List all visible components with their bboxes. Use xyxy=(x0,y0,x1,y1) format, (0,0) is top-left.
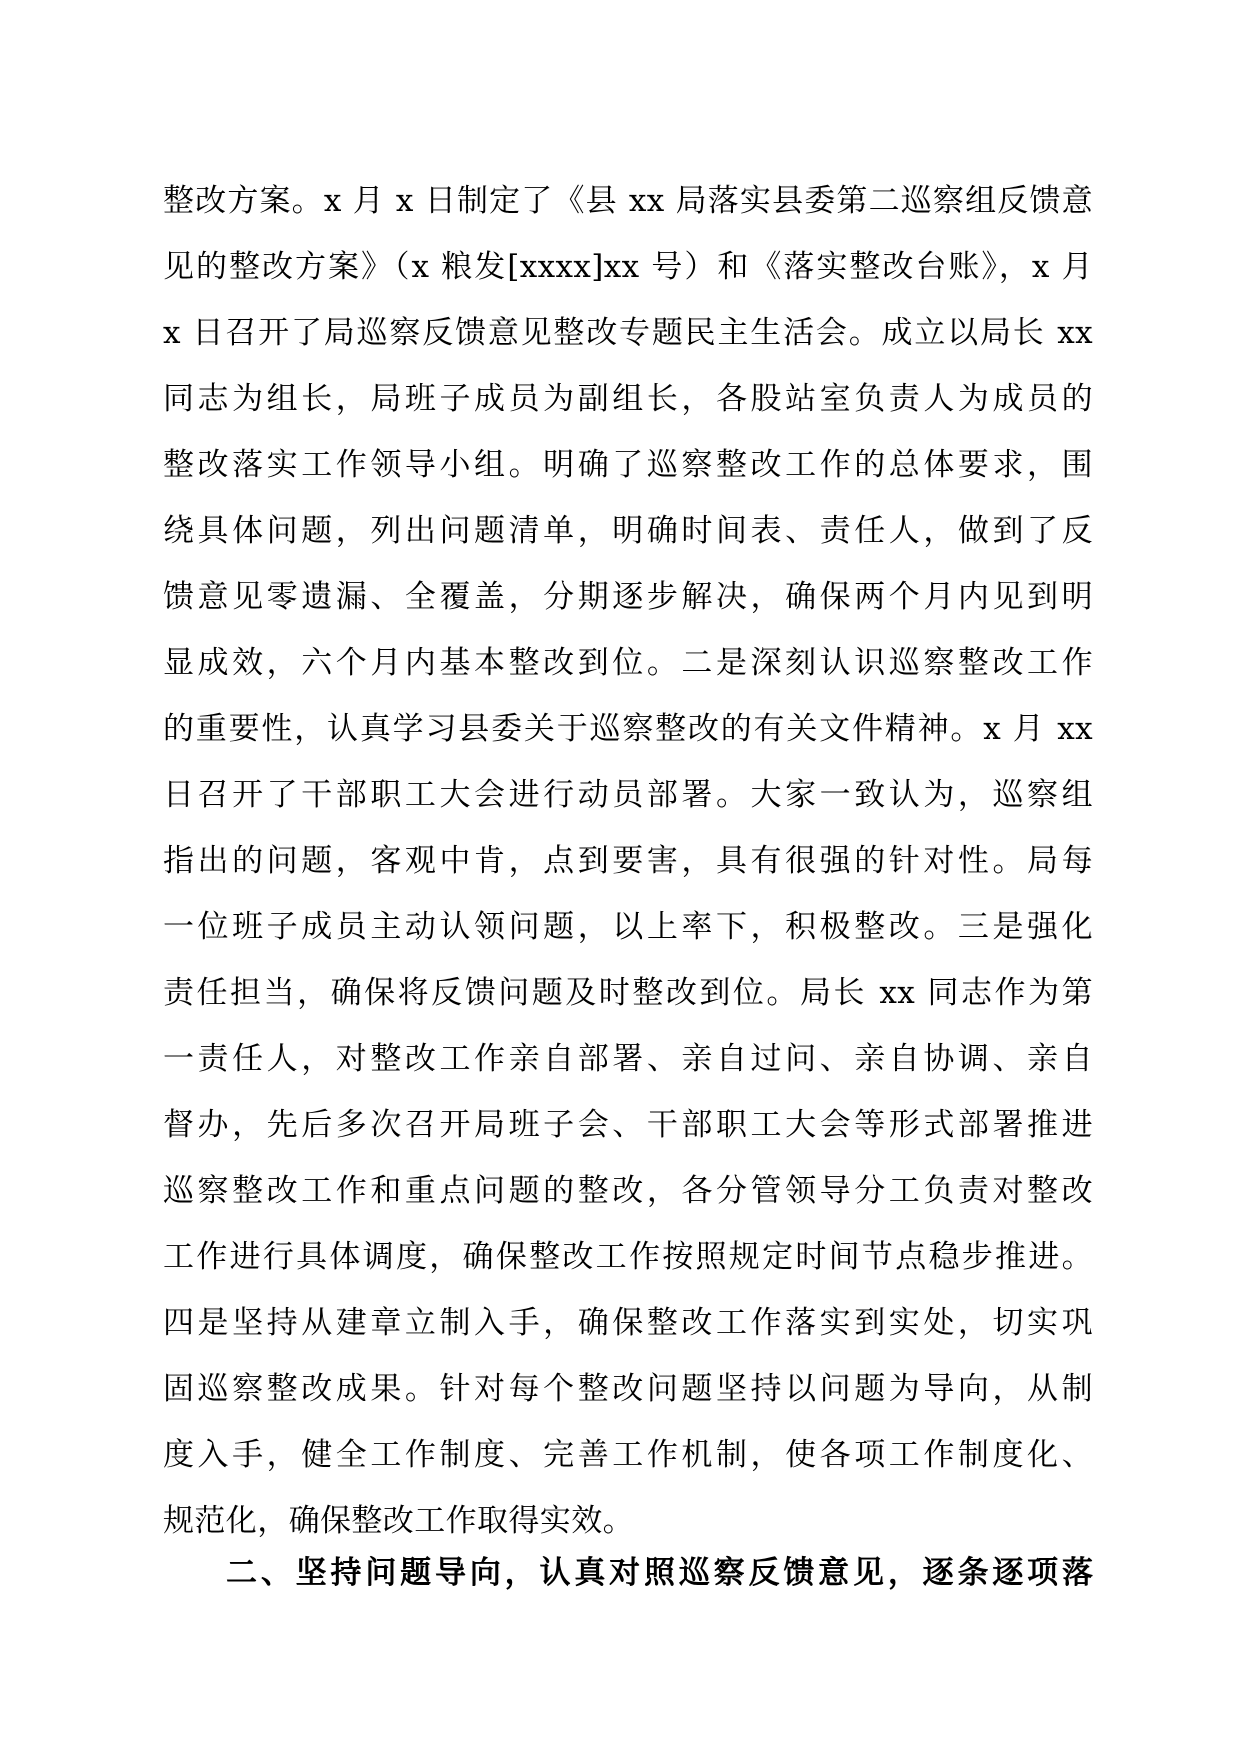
paragraph-line-14: 一责任人，对整改工作亲自部署、亲自过问、亲自协调、亲自 xyxy=(163,1041,1093,1077)
paragraph-line-16: 巡察整改工作和重点问题的整改，各分管领导分工负责对整改 xyxy=(163,1173,1093,1209)
paragraph-line-17: 工作进行具体调度，确保整改工作按照规定时间节点稳步推进。 xyxy=(163,1239,1093,1275)
paragraph-line-11: 指出的问题，客观中肯，点到要害，具有很强的针对性。局每 xyxy=(163,843,1093,879)
paragraph-line-21: 规范化，确保整改工作取得实效。 xyxy=(163,1503,634,1539)
paragraph-line-1: 整改方案。x 月 x 日制定了《县 xx 局落实县委第二巡察组反馈意 xyxy=(163,183,1093,219)
paragraph-line-4: 同志为组长，局班子成员为副组长，各股站室负责人为成员的 xyxy=(163,381,1093,417)
paragraph-line-7: 馈意见零遗漏、全覆盖，分期逐步解决，确保两个月内见到明 xyxy=(163,579,1093,615)
paragraph-line-3: x 日召开了局巡察反馈意见整改专题民主生活会。成立以局长 xx xyxy=(163,315,1093,351)
paragraph-line-20: 度入手，健全工作制度、完善工作机制，使各项工作制度化、 xyxy=(163,1437,1093,1473)
paragraph-line-13: 责任担当，确保将反馈问题及时整改到位。局长 xx 同志作为第 xyxy=(163,975,1093,1011)
paragraph-line-12: 一位班子成员主动认领问题，以上率下，积极整改。三是强化 xyxy=(163,909,1093,945)
paragraph-line-5: 整改落实工作领导小组。明确了巡察整改工作的总体要求，围 xyxy=(163,447,1093,483)
paragraph-line-10: 日召开了干部职工大会进行动员部署。大家一致认为，巡察组 xyxy=(163,777,1093,813)
body-paragraph xyxy=(163,168,1093,1554)
section-heading: 二、坚持问题导向，认真对照巡察反馈意见，逐条逐项落 xyxy=(226,1555,1093,1591)
paragraph-line-6: 绕具体问题，列出问题清单，明确时间表、责任人，做到了反 xyxy=(163,513,1093,549)
paragraph-line-8: 显成效，六个月内基本整改到位。二是深刻认识巡察整改工作 xyxy=(163,645,1093,681)
paragraph-line-15: 督办，先后多次召开局班子会、干部职工大会等形式部署推进 xyxy=(163,1107,1093,1143)
paragraph-line-9: 的重要性，认真学习县委关于巡察整改的有关文件精神。x 月 xx xyxy=(163,711,1093,747)
paragraph-line-19: 固巡察整改成果。针对每个整改问题坚持以问题为导向，从制 xyxy=(163,1371,1093,1407)
paragraph-line-2: 见的整改方案》（x 粮发[xxxx]xx 号）和《落实整改台账》，x 月 xyxy=(163,249,1093,285)
paragraph-line-18: 四是坚持从建章立制入手，确保整改工作落实到实处，切实巩 xyxy=(163,1305,1093,1341)
